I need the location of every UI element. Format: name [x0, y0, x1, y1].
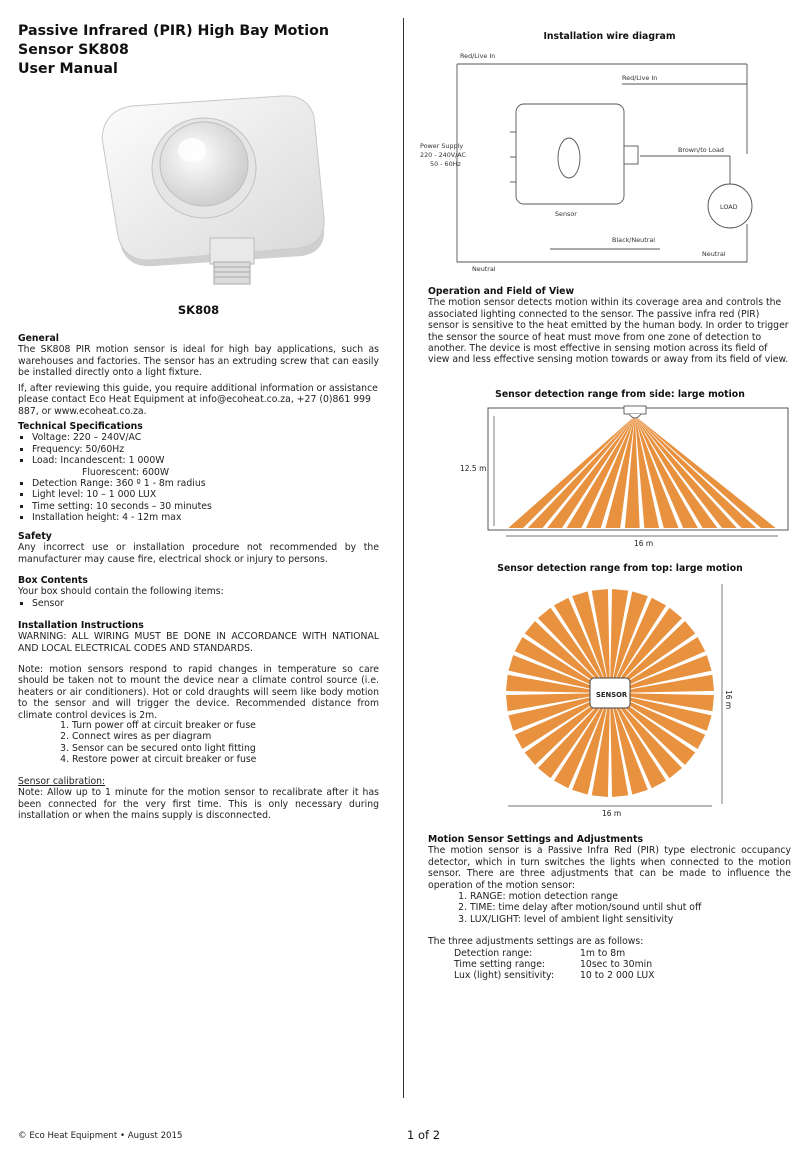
general-section: [18, 333, 379, 379]
footer-copyright: © Eco Heat Equipment • August 2015: [18, 1131, 183, 1141]
top-bottom-label: 16 m: [602, 809, 622, 818]
safety-text: Any incorrect use or installation procedure not recommended by the manufacturer may cause fire, electrical shock or injury to persons.: [18, 542, 379, 565]
install-step-2: 2. Connect wires as per diagram: [72, 731, 379, 742]
box-heading: Box Contents: [18, 575, 88, 586]
wiring-load-label: LOAD: [720, 203, 738, 211]
operation-text: The motion sensor detects motion within its coverage area and controls the associated lighting connected to the sensor. The passive infra red (PIR) sensor is sensitive to the heat emitted by the human body. In order to trigger the sensor the source of heat must move from one zone of detection to another. The device is most effective in sensing motion across its field of view and less effective sensing motion towards or away from its field of view.: [428, 297, 789, 366]
model-label: SK808: [177, 303, 220, 317]
spec-voltage: ▪ Voltage: 220 – 240V/AC: [32, 432, 379, 443]
settings-row-range-value: 1m to 8m: [580, 947, 626, 959]
settings-item-time: 2. TIME: time delay after motion/sound until shut off: [470, 902, 791, 913]
general-paragraph-1: The SK808 PIR motion sensor is ideal for high bay applications, such as warehouses and factories. The sensor has an extruding screw that can easily be installed directly onto a light fixture.: [18, 344, 379, 379]
footer-page-number: 1 of 2: [407, 1128, 441, 1142]
install-note: Note: motion sensors respond to rapid changes in temperature so care should be taken not to mount the device near a climate control source (i.e. heaters or air conditioners). Hot or cold draughts will seem like body motion to the sensor and will trigger the device. Recommended distance from climate control devices is 2m.: [18, 664, 379, 721]
specs-heading: Technical Specifications: [18, 421, 143, 432]
specs-section: [18, 421, 379, 524]
settings-row-time-label: Time setting range:: [454, 959, 546, 971]
wiring-red-live-top: Red/Live In: [460, 52, 496, 60]
wiring-sensor-label: Sensor: [555, 210, 577, 218]
column-divider: [403, 18, 404, 1098]
spec-frequency: ▪ Frequency: 50/60Hz: [32, 444, 379, 455]
product-photo: [92, 68, 380, 290]
settings-item-lux: 3. LUX/LIGHT: level of ambient light sensitivity: [470, 914, 791, 925]
side-width-label: 16 m: [634, 539, 654, 548]
install-steps: [18, 720, 379, 766]
spec-load-fluorescent: Fluorescent: 600W: [82, 466, 170, 478]
spec-load-incandescent: Load: Incandescent: 1 000W: [32, 455, 165, 467]
settings-row-time: [428, 959, 791, 970]
settings-item-range: 1. RANGE: motion detection range: [470, 891, 791, 902]
wiring-diagram: [410, 44, 800, 278]
general-paragraph-2: If, after reviewing this guide, you require additional information or assistance please contact Eco Heat Equipment at info@ecoheat.co.za, +27 (0)861 999 887, or www.ecoheat.co.za.: [18, 383, 378, 417]
wiring-brown-load: Brown/to Load: [678, 146, 724, 154]
calibration-heading: Sensor calibration:: [18, 776, 106, 787]
wiring-black-neutral: Black/Neutral: [612, 236, 656, 244]
top-diagram: [490, 574, 750, 820]
calibration-section: [18, 776, 379, 822]
wiring-neutral-left: Neutral: [472, 265, 496, 273]
title-line-2: User Manual: [18, 61, 118, 77]
box-section: [18, 575, 379, 609]
install-step-4: 4. Restore power at circuit breaker or fuse: [72, 754, 379, 765]
settings-heading: Motion Sensor Settings and Adjustments: [428, 834, 643, 845]
settings-text: The motion sensor is a Passive Infra Red (PIR) type electronic occupancy detector, which in turn switches the lights when connected to the motion sensor. There are three adjustments that can be made to influence the operation of the motion sensor:: [428, 845, 791, 891]
settings-section: [428, 834, 791, 982]
safety-heading: Safety: [18, 531, 52, 542]
settings-row-range: [428, 948, 791, 959]
install-heading: Installation Instructions: [18, 620, 144, 631]
operation-section: [428, 286, 791, 366]
spec-load: [32, 455, 379, 478]
wiring-power-supply-3: 50 - 60Hz: [430, 160, 461, 168]
title-line-1: Passive Infrared (PIR) High Bay Motion Sensor SK808: [18, 23, 329, 58]
side-diagram-title: Sensor detection range from side: large motion: [495, 389, 745, 400]
operation-heading: Operation and Field of View: [428, 286, 575, 297]
settings-row-range-label: Detection range:: [454, 947, 533, 959]
settings-row-lux-value: 10 to 2 000 LUX: [580, 970, 655, 982]
spec-detection: ▪ Detection Range: 360 º 1 - 8m radius: [32, 478, 379, 489]
wiring-red-live-right: Red/Live In: [622, 74, 658, 82]
spec-height: ▪ Installation height: 4 - 12m max: [32, 512, 379, 523]
spec-time: ▪ Time setting: 10 seconds – 30 minutes: [32, 501, 379, 512]
top-side-label: 16 m: [724, 690, 733, 710]
install-step-3: 3. Sensor can be secured onto light fitting: [72, 743, 379, 754]
settings-intro: The three adjustments settings are as follows:: [428, 936, 644, 948]
top-diagram-title: Sensor detection range from top: large motion: [497, 563, 743, 574]
top-sensor-label: SENSOR: [596, 691, 628, 699]
box-text: Your box should contain the following items:: [18, 586, 224, 598]
calibration-text: Note: Allow up to 1 minute for the motion sensor to recalibrate after it has been connected for the very first time. This is only necessary during installation or when the mains supply is disconnected.: [18, 787, 379, 822]
safety-section: [18, 531, 379, 565]
wiring-power-supply-2: 220 - 240V/AC: [420, 151, 467, 159]
general-heading: General: [18, 333, 59, 344]
side-diagram: [456, 404, 796, 550]
box-item-sensor: ▪ Sensor: [32, 598, 379, 609]
side-height-label: 12.5 m: [460, 464, 487, 473]
wiring-power-supply-1: Power Supply: [420, 142, 464, 150]
install-section: [18, 620, 379, 654]
install-warning: WARNING: ALL WIRING MUST BE DONE IN ACCORDANCE WITH NATIONAL AND LOCAL ELECTRICAL CODES AND STANDARDS.: [18, 631, 379, 654]
side-sensor-body: [624, 406, 646, 414]
settings-row-lux-label: Lux (light) sensitivity:: [454, 970, 554, 982]
spec-light: ▪ Light level: 10 – 1 000 LUX: [32, 489, 379, 500]
wiring-title: Installation wire diagram: [543, 31, 676, 42]
wiring-neutral-right: Neutral: [702, 250, 726, 258]
settings-row-time-value: 10sec to 30min: [580, 959, 653, 971]
install-step-1: 1. Turn power off at circuit breaker or fuse: [72, 720, 379, 731]
settings-row-lux: [428, 970, 791, 981]
